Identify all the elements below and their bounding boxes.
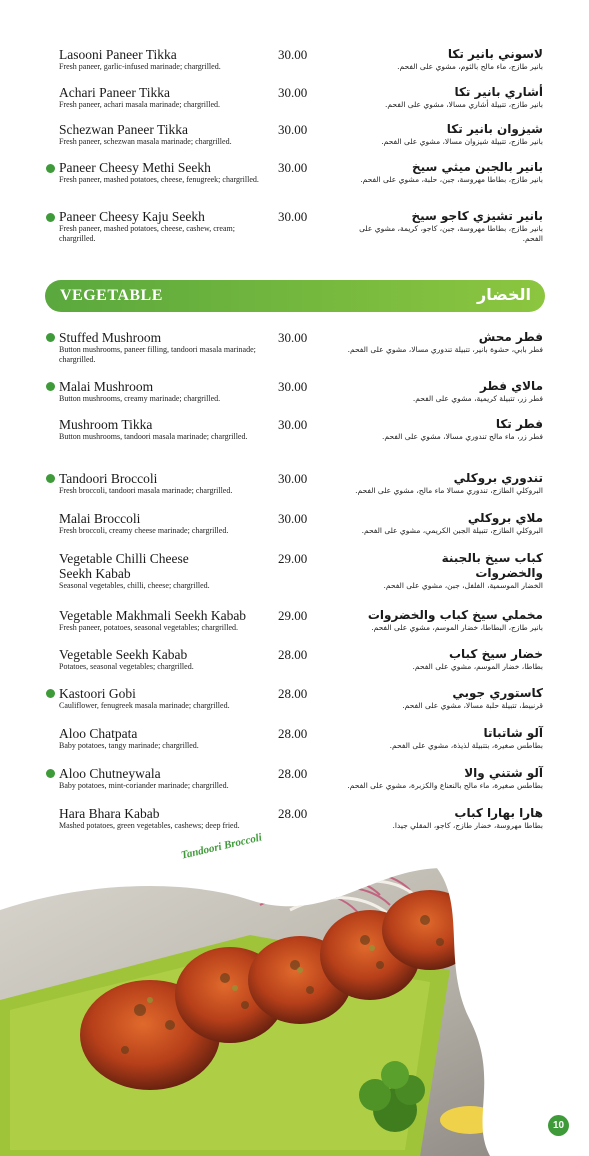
item-name: Vegetable Seekh Kabab bbox=[59, 647, 188, 662]
item-description-arabic: البروكلي الطازج، تندوري مسالا ماء مالح، مشوي على الفحم. bbox=[355, 486, 543, 495]
section-title-arabic: الخضار bbox=[476, 285, 531, 304]
item-name-arabic: مالاي فطر bbox=[479, 379, 543, 393]
vegetarian-dot-icon bbox=[46, 474, 55, 483]
item-price: 28.00 bbox=[278, 726, 308, 741]
item-name-arabic: فطر محش bbox=[478, 330, 543, 344]
item-description: Fresh broccoli, creamy cheese marinade; chargrilled. bbox=[59, 526, 229, 535]
photo-caption: Tandoori Broccoli bbox=[180, 831, 264, 862]
item-description: Mashed potatoes, green vegetables, cashews; deep fried. bbox=[59, 821, 240, 830]
item-description: Fresh paneer, schezwan masala marinade; chargrilled. bbox=[59, 137, 232, 146]
page-number: 10 bbox=[548, 1115, 569, 1136]
item-name-arabic: آلو شاتباتا bbox=[483, 726, 543, 740]
item-price: 28.00 bbox=[278, 647, 308, 662]
item-description-arabic: بانير طازج، تتبيلة أشاري مسالا، مشوي على الفحم. bbox=[385, 100, 543, 109]
tandoori-broccoli-photo bbox=[0, 860, 589, 1156]
item-description-arabic: بانير طازج، تتبيلة شيزوان مسالا، مشوي على الفحم. bbox=[381, 137, 543, 146]
section-title: VEGETABLE bbox=[60, 287, 163, 304]
item-description-arabic: بانير طازج، البطاطا، خضار الموسم، مشوي على الفحم. bbox=[371, 623, 543, 632]
item-description: Fresh paneer, mashed potatoes, cheese, cashew, cream; chargrilled. bbox=[59, 224, 235, 243]
item-description-arabic: بانير طازج، ماء مالح بالثوم، مشوي على الفحم. bbox=[397, 62, 543, 71]
item-name-arabic: أشاري بانير تكا bbox=[454, 85, 543, 99]
item-price: 29.00 bbox=[278, 608, 308, 623]
item-name: Aloo Chatpata bbox=[59, 726, 138, 741]
section-header-vegetable bbox=[45, 280, 545, 312]
item-description: Fresh paneer, potatoes, seasonal vegetables; chargrilled. bbox=[59, 623, 239, 632]
item-description-arabic: بطاطا مهروسة، خضار طازج، كاجو، المقلي جيدا. bbox=[392, 821, 543, 830]
item-description: Button mushrooms, tandoori masala marinade; chargrilled. bbox=[59, 432, 248, 441]
item-description: Fresh broccoli, tandoori masala marinade; chargrilled. bbox=[59, 486, 233, 495]
item-description-arabic: بطاطس صغيرة، ماء مالح بالنعناع والكزبرة، مشوي على الفحم. bbox=[347, 781, 543, 790]
item-description: Cauliflower, fenugreek masala marinade; chargrilled. bbox=[59, 701, 230, 710]
item-name: Aloo Chutneywala bbox=[59, 766, 161, 781]
item-price: 29.00 bbox=[278, 551, 308, 566]
item-description: Fresh paneer, garlic-infused marinade; chargrilled. bbox=[59, 62, 221, 71]
item-name: Paneer Cheesy Kaju Seekh bbox=[59, 209, 205, 224]
item-price: 30.00 bbox=[278, 47, 308, 62]
item-price: 30.00 bbox=[278, 209, 308, 224]
item-description-arabic: فطر بابي، حشوة بانير، تتبيلة تندوري مسالا، مشوي على الفحم. bbox=[347, 345, 543, 354]
item-description: Button mushrooms, creamy marinade; chargrilled. bbox=[59, 394, 221, 403]
item-name-arabic: شيزوان بانير تكا bbox=[446, 122, 543, 136]
item-price: 28.00 bbox=[278, 806, 308, 821]
item-description: Baby potatoes, tangy marinade; chargrilled. bbox=[59, 741, 199, 750]
item-price: 30.00 bbox=[278, 122, 308, 137]
item-description-arabic: قرنبيط، تتبيلة حلبة مسالا، مشوي على الفحم. bbox=[402, 701, 543, 710]
item-name: Stuffed Mushroom bbox=[59, 330, 162, 345]
vegetarian-dot-icon bbox=[46, 213, 55, 222]
item-name: Malai Mushroom bbox=[59, 379, 154, 394]
item-name: Lasooni Paneer Tikka bbox=[59, 47, 177, 62]
item-description-arabic: فطر زر، تتبيلة كريمية، مشوي على الفحم. bbox=[412, 394, 543, 403]
item-name-arabic: مخملي سيخ كباب والخضروات bbox=[367, 608, 543, 622]
item-description: Potatoes, seasonal vegetables; chargrilled. bbox=[59, 662, 194, 671]
item-description: Fresh paneer, mashed potatoes, cheese, fenugreek; chargrilled. bbox=[59, 175, 259, 184]
item-description-arabic: بانير طازج، بطاطا مهروسة، جبن، حلبة، مشوي على الفحم. bbox=[360, 175, 543, 184]
item-name-arabic: خضار سيخ كباب bbox=[448, 647, 543, 661]
item-price: 28.00 bbox=[278, 766, 308, 781]
item-price: 30.00 bbox=[278, 85, 308, 100]
item-price: 28.00 bbox=[278, 686, 308, 701]
item-description: Fresh paneer, achari masala marinade; chargrilled. bbox=[59, 100, 221, 109]
item-description-arabic: فطر زر، ماء مالح تندوري مسالا، مشوي على الفحم. bbox=[381, 432, 543, 441]
vegetarian-dot-icon bbox=[46, 769, 55, 778]
item-name: Schezwan Paneer Tikka bbox=[59, 122, 188, 137]
item-name-arabic: آلو شتني والا bbox=[464, 766, 543, 780]
item-name-arabic: تندوري بروكلي bbox=[453, 471, 543, 485]
item-name: Tandoori Broccoli bbox=[59, 471, 158, 486]
item-name: Vegetable Chilli Cheese Seekh Kabab bbox=[59, 551, 189, 581]
item-name: Achari Paneer Tikka bbox=[59, 85, 170, 100]
item-description-arabic: بطاطس صغيرة، بتتبيلة لذيذة، مشوي على الفحم. bbox=[389, 741, 543, 750]
item-description-arabic: الخضار الموسمية، الفلفل، جبن، مشوي على الفحم. bbox=[383, 581, 543, 590]
item-name: Hara Bhara Kabab bbox=[59, 806, 160, 821]
item-name-arabic: هارا بهارا كباب bbox=[454, 806, 543, 820]
item-name-arabic: كباب سيخ بالجبنة والخضروات bbox=[441, 551, 543, 580]
item-price: 30.00 bbox=[278, 471, 308, 486]
item-description-arabic: البروكلي الطازج، تتبيلة الجبن الكريمي، مشوي على الفحم. bbox=[361, 526, 543, 535]
vegetarian-dot-icon bbox=[46, 164, 55, 173]
item-description-arabic: بطاطا، خضار الموسم، مشوي على الفحم. bbox=[412, 662, 543, 671]
item-name-arabic: كاستوري جوبي bbox=[452, 686, 543, 700]
item-price: 30.00 bbox=[278, 160, 308, 175]
item-name-arabic: بانير بالجبن ميثي سيخ bbox=[412, 160, 543, 174]
item-name: Paneer Cheesy Methi Seekh bbox=[59, 160, 211, 175]
item-name: Mushroom Tikka bbox=[59, 417, 153, 432]
item-name-arabic: لاسوني بانير تكا bbox=[447, 47, 543, 61]
item-description-arabic: بانير طازج، بطاطا مهروسة، جبن، كاجو، كريمة، مشوي على الفحم. bbox=[359, 224, 543, 243]
item-price: 30.00 bbox=[278, 379, 308, 394]
item-price: 30.00 bbox=[278, 330, 308, 345]
item-description: Baby potatoes, mint-coriander marinade; chargrilled. bbox=[59, 781, 229, 790]
vegetarian-dot-icon bbox=[46, 689, 55, 698]
item-description: Button mushrooms, paneer filling, tandoori masala marinade; chargrilled. bbox=[59, 345, 256, 364]
item-name: Vegetable Makhmali Seekh Kabab bbox=[59, 608, 247, 623]
item-name-arabic: بانير تشيزي كاجو سيخ bbox=[411, 209, 543, 223]
item-name-arabic: ملاي بروكلي bbox=[467, 511, 543, 525]
item-price: 30.00 bbox=[278, 417, 308, 432]
item-description: Seasonal vegetables, chilli, cheese; chargrilled. bbox=[59, 581, 210, 590]
vegetarian-dot-icon bbox=[46, 333, 55, 342]
item-name: Kastoori Gobi bbox=[59, 686, 136, 701]
item-price: 30.00 bbox=[278, 511, 308, 526]
vegetarian-dot-icon bbox=[46, 382, 55, 391]
item-name-arabic: فطر تكا bbox=[495, 417, 543, 431]
item-name: Malai Broccoli bbox=[59, 511, 141, 526]
